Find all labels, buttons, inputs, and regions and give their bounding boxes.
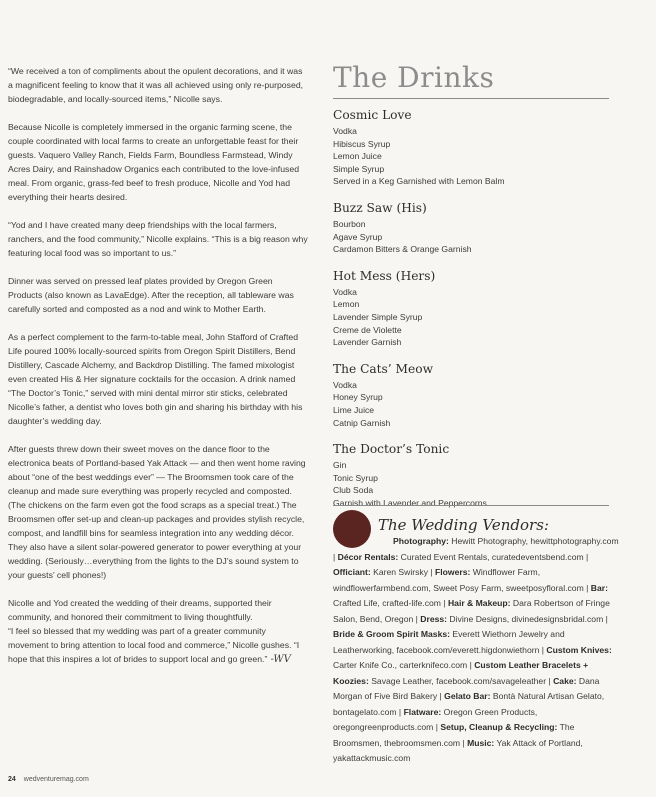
drink-name: Cosmic Love xyxy=(333,108,412,122)
vendors-list xyxy=(333,534,623,767)
vendor-label: Dress: xyxy=(420,613,448,624)
drink-recipe xyxy=(333,200,638,256)
ingredient: Bourbon xyxy=(333,218,366,229)
ingredient: Hibiscus Syrup xyxy=(333,138,391,149)
vendor-info: Carter Knife Co., carterknifeco.com | xyxy=(333,660,475,670)
vendor-info: Hewitt Photography, hewittphotography.com | xyxy=(333,536,619,562)
drink-name: Hot Mess (Hers) xyxy=(333,268,436,283)
drink-recipe xyxy=(333,268,638,349)
vendor-label: Music: xyxy=(467,737,495,748)
vendor-info: Divine Designs, divinedesignsbridal.com | xyxy=(447,613,608,624)
ingredient: Lemon xyxy=(333,299,360,310)
ingredient: Gin xyxy=(333,460,347,471)
page-number: 24 xyxy=(8,776,16,783)
ingredient: Garnish with Lavender and Peppercorns xyxy=(333,497,487,508)
drink-name: The Doctor’s Tonic xyxy=(333,442,450,457)
vendor-label: Décor Rentals: xyxy=(337,551,399,562)
vendors-title: The Wedding Vendors: xyxy=(378,516,549,534)
vendor-badge-icon xyxy=(333,510,371,548)
ingredient-list xyxy=(333,125,638,188)
vendor-info: Savage Leather, facebook.com/savageleather | xyxy=(368,675,554,686)
vendor-label: Flatware: xyxy=(403,706,442,717)
vendor-info: Karen Swirsky | xyxy=(370,567,436,577)
vendor-label: Bar: xyxy=(590,582,608,593)
ingredient: Simple Syrup xyxy=(333,163,385,174)
ingredient: Vodka xyxy=(333,126,357,136)
paragraph: “We received a ton of compliments about the opulent decorations, and it was a magnificent feeling to know that it was all achieved using only re-purposed, biodegradable, and locally-sourced items,” Nicolle says. xyxy=(8,66,304,104)
vendor-info: Dara Robertson of Fringe Salon, Bend, Oregon | xyxy=(333,598,610,624)
vendor-label: Setup, Cleanup & Recycling: xyxy=(440,722,558,732)
drinks-title: The Drinks xyxy=(333,61,495,94)
ingredient: Catnip Garnish xyxy=(333,417,391,428)
ingredient: Club Soda xyxy=(333,485,374,496)
vendor-label: Custom Leather Bracelets + Koozies: xyxy=(333,660,589,686)
vendor-label: Gelato Bar: xyxy=(444,691,491,701)
vendor-info: Curated Event Rentals, curatedeventsbend.com | xyxy=(398,551,589,562)
vendors-header xyxy=(333,510,623,548)
paragraph xyxy=(8,624,308,667)
paragraph: “Yod and I have created many deep friendships with the local farmers, ranchers, and the food community,” Nicolle explains. “This is a big reason why featuring local food was so important to us.” xyxy=(8,220,308,258)
vendor-info: Bontà Natural Artisan Gelato, bontagelato.com | xyxy=(333,691,605,717)
vendor-label: Flowers: xyxy=(435,567,471,577)
divider xyxy=(333,98,609,99)
ingredient-list xyxy=(333,459,638,509)
vendor-info: Dana Morgan of Five Bird Bakery | xyxy=(333,675,600,701)
drinks-section xyxy=(333,60,638,521)
paragraph: Dinner was served on pressed leaf plates provided by Oregon Green Products (also known as LavaEdge). After the reception, all tableware was carefully sorted and composted as a nod and wink to Mother Earth. xyxy=(8,276,294,314)
ingredient: Agave Syrup xyxy=(333,231,383,242)
paragraph: After guests threw down their sweet moves on the dance floor to the electronica beats of Portland-based Yak Attack — and then went home raving about “one of the best weddings ever” — The Broomsmen took care of the cleanup and made sure everything was properly recycled and composted. (The chickens on the farm even got the food scraps as a special treat.) The Broomsmen offer set-up and clean-up packages and provides stylish recycle, compost, and landfill bins for seamless integration into any wedding décor. They also have a silent solar-powered generator to power everything at your wedding. (Seriously…everything from the lights to the DJ’s sound system to your guests’ cell phones!) xyxy=(8,444,306,580)
drink-name: Buzz Saw (His) xyxy=(333,200,427,215)
vendors-section xyxy=(333,505,623,767)
ingredient: Vodka xyxy=(333,286,357,297)
paragraph: Because Nicolle is completely immersed in the organic farming scene, the couple coordinated with local farms to create an unforgettable feast for their guests. Vaquero Valley Ranch, Fields Farm, Boundless Farmstead, Windy Acres Dairy, and Rainshadow Organics each contributed to the love-infused meal. From organic, grass-fed beef to fresh produce, Nicolle and Yod had everything their hearts desired. xyxy=(8,122,300,202)
vendor-info: Oregon Green Products, oregongreenproducts.com | xyxy=(333,706,538,732)
vendor-info: Everett Wiethorn Jewelry and Leatherworking, facebook.com/everett.higdonwiethorn | xyxy=(333,629,565,655)
drink-recipe xyxy=(333,441,638,509)
vendor-label: Bride & Groom Spirit Masks: xyxy=(333,629,450,639)
drink-name: The Cats’ Meow xyxy=(333,361,434,376)
ingredient-list xyxy=(333,286,638,349)
ingredient: Vodka xyxy=(333,379,357,390)
paragraph: Nicolle and Yod created the wedding of their dreams, supported their community, and honored their commitment to living thoughtfully. xyxy=(8,598,272,622)
ingredient: Lavender Garnish xyxy=(333,337,402,348)
vendor-label: Hair & Makeup: xyxy=(447,598,511,608)
ingredient-list xyxy=(333,218,638,256)
vendor-info: The Broomsmen, thebroomsmen.com | xyxy=(333,722,575,748)
ingredient-list xyxy=(333,379,638,429)
vendor-info: Crafted Life, crafted-life.com | xyxy=(333,598,448,608)
ingredient: Lemon Juice xyxy=(333,151,382,162)
site-url: wedventuremag.com xyxy=(23,776,89,783)
vendor-label: Officiant: xyxy=(333,567,371,577)
signoff: -WV xyxy=(267,654,291,665)
quote-text: “I feel so blessed that my wedding was part of a greater community movement to bring attention to local food and commerce,” Nicolle gushes. “I hope that this inspires a lot of brides to support local and go green.” xyxy=(8,626,300,664)
vendor-info: Yak Attack of Portland, yakattackmusic.com xyxy=(333,737,583,763)
page-footer xyxy=(8,776,89,783)
drink-recipe xyxy=(333,107,638,188)
vendor-label: Custom Knives: xyxy=(546,644,612,655)
article-body xyxy=(8,64,308,681)
ingredient: Tonic Syrup xyxy=(333,472,378,483)
drinks-list xyxy=(333,107,638,509)
ingredient: Honey Syrup xyxy=(333,392,383,403)
ingredient: Lime Juice xyxy=(333,404,375,415)
ingredient: Served in a Keg Garnished with Lemon Balm xyxy=(333,176,505,187)
divider xyxy=(333,505,609,506)
vendor-info: Windflower Farm, windflowerfarmbend.com, Sweet Posy Farm, sweetposyfloral.com | xyxy=(333,567,591,593)
ingredient: Creme de Violette xyxy=(333,324,402,335)
ingredient: Cardamon Bitters & Orange Garnish xyxy=(333,244,472,255)
ingredient: Lavender Simple Syrup xyxy=(333,311,423,322)
drink-recipe xyxy=(333,361,638,429)
paragraph: As a perfect complement to the farm-to-table meal, John Stafford of Crafted Life poured 100% locally-sourced spirits from Oregon Spirit Distillers, Bend Distillery, Cascade Alchemy, and Backdrop Distilling. The famed mixologist even created His & Her signature cocktails for the occasion. A drink named “The Doctor’s Tonic,” served with mini dental mirror stir sticks, celebrated Nicolle’s father, a dentist who loves both gin and sharing his birthday with his daughter’s wedding day. xyxy=(8,332,303,426)
vendor-label: Photography: xyxy=(393,536,449,546)
vendor-label: Cake: xyxy=(553,675,577,686)
